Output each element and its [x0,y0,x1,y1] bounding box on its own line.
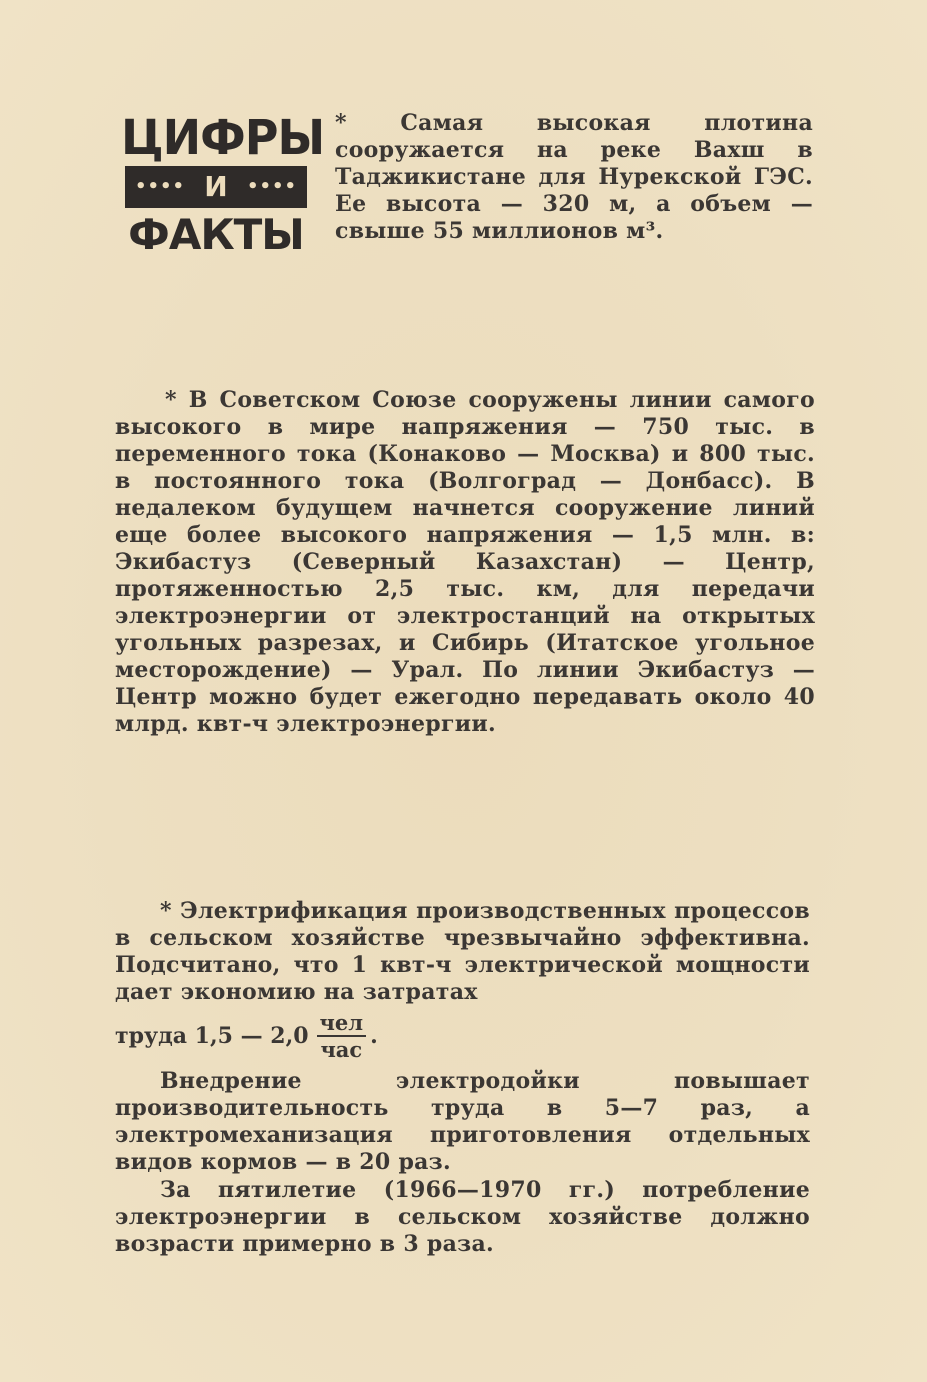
logo-band [125,166,307,208]
logo-dots-left: •••• [135,176,186,197]
formula-fraction [317,1010,367,1062]
fact-power-lines: * В Советском Союзе сооружены линии самого высокого в мире напряжения — 750 тыс. в переменного тока (Конаково — Москва) и 800 тыс. в постоянного тока (Волгоград — Донбасс). В недалеком будущем начнется сооружение линий еще более высокого напряжения — 1,5 млн. в: Экибастуз (Северный Казахстан) — Центр, протяженностью 2,5 тыс. км, для передачи электроэнергии от электростанций на открытых угольных разрезах, и Сибирь (Итатское угольное месторождение) — Урал. По линии Экибастуз — Центр можно будет ежегодно передавать около 40 млрд. квт-ч электроэнергии. [115,387,815,737]
fact-dam: * Самая высокая плотина сооружается на реке Вахш в Таджикистане для Нурекской ГЭС. Ее высота — 320 м, а объем — свыше 55 миллионов м³. [335,110,813,244]
logo-title-top: ЦИФРЫ [121,108,325,166]
formula-suffix: . [370,1023,378,1049]
logo [121,108,325,259]
fact-electrification: * Электрификация производственных процессов в сельском хозяйстве чрезвычайно эффективна. Подсчитано, что 1 квт-ч электрической мощности дает экономию на затратах [115,898,810,1005]
fact-five-year-plan: За пятилетие (1966—1970 гг.) потребление электроэнергии в сельском хозяйстве должно возрасти примерно в 3 раза. [115,1177,810,1257]
logo-title-bottom: ФАКТЫ [128,210,304,259]
formula-denominator: час [320,1037,363,1062]
formula-numerator: чел [317,1010,367,1037]
formula-prefix: труда 1,5 — 2,0 [115,1023,309,1049]
fact-milking: Внедрение электродойки повышает производительность труда в 5—7 раз, а электромеханизация приготовления отдельных видов кормов — в 20 раз. [115,1068,810,1175]
labor-formula [115,1006,378,1066]
logo-dots-right: •••• [246,176,297,197]
logo-title-middle: И [204,170,228,203]
